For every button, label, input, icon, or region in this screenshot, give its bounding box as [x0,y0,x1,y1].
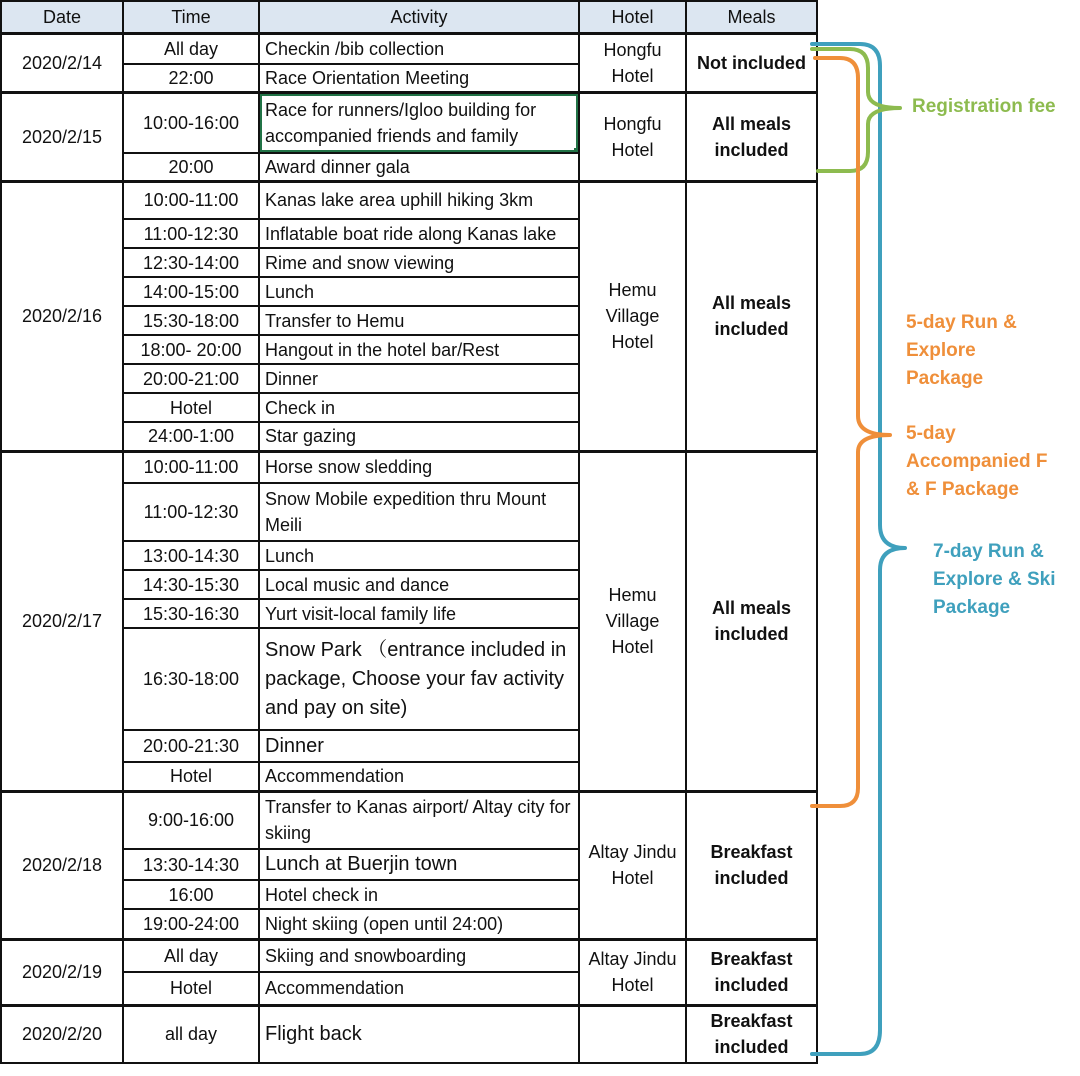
schedule-row [1,939,817,972]
meals-cell[interactable]: All meals included [686,181,817,451]
activity-cell[interactable]: Race for runners/Igloo building for accompanied friends and family [259,93,579,153]
itinerary-body [1,34,817,1064]
time-cell[interactable]: 13:30-14:30 [123,849,259,880]
five-day-bracket [812,58,890,806]
run-explore-package-label: 5-day Run & Explore Package [906,312,1017,389]
header-date[interactable]: Date [1,1,123,34]
meals-cell[interactable]: Breakfast included [686,1005,817,1063]
activity-cell[interactable]: Hotel check in [259,880,579,909]
time-cell[interactable]: 18:00- 20:00 [123,335,259,364]
schedule-row [1,93,817,153]
hotel-cell[interactable]: Hemu Village Hotel [579,181,686,451]
time-cell[interactable]: 9:00-16:00 [123,791,259,849]
activity-cell[interactable]: Local music and dance [259,570,579,599]
time-cell[interactable]: 10:00-11:00 [123,181,259,219]
date-cell[interactable]: 2020/2/15 [1,93,123,182]
time-cell[interactable]: Hotel [123,972,259,1005]
date-cell[interactable]: 2020/2/14 [1,34,123,93]
activity-cell[interactable]: Rime and snow viewing [259,248,579,277]
activity-cell[interactable]: Dinner [259,730,579,762]
seven-day-bracket [812,44,905,1054]
time-cell[interactable]: 16:30-18:00 [123,628,259,730]
meals-cell[interactable]: Not included [686,34,817,93]
date-cell[interactable]: 2020/2/18 [1,791,123,939]
time-cell[interactable]: 20:00 [123,153,259,182]
time-cell[interactable]: Hotel [123,393,259,422]
activity-cell[interactable]: Hangout in the hotel bar/Rest [259,335,579,364]
activity-cell[interactable]: Check in [259,393,579,422]
activity-cell[interactable]: Kanas lake area uphill hiking 3km [259,181,579,219]
time-cell[interactable]: 22:00 [123,64,259,93]
schedule-row [1,181,817,219]
time-cell[interactable]: 11:00-12:30 [123,219,259,248]
hotel-cell[interactable]: Hongfu Hotel [579,34,686,93]
activity-cell[interactable]: Transfer to Kanas airport/ Altay city for skiing [259,791,579,849]
hotel-cell[interactable]: Altay Jindu Hotel [579,939,686,1005]
schedule-row [1,451,817,483]
activity-cell[interactable]: Yurt visit-local family life [259,599,579,628]
schedule-row [1,791,817,849]
time-cell[interactable]: 10:00-11:00 [123,451,259,483]
date-cell[interactable]: 2020/2/20 [1,1005,123,1063]
meals-cell[interactable]: Breakfast included [686,791,817,939]
time-cell[interactable]: 20:00-21:30 [123,730,259,762]
time-cell[interactable]: all day [123,1005,259,1063]
activity-cell[interactable]: Checkin /bib collection [259,34,579,64]
meals-cell[interactable]: Breakfast included [686,939,817,1005]
time-cell[interactable]: All day [123,34,259,64]
hotel-cell[interactable]: Altay Jindu Hotel [579,791,686,939]
time-cell[interactable]: Hotel [123,762,259,791]
time-cell[interactable]: 13:00-14:30 [123,541,259,570]
time-cell[interactable]: 19:00-24:00 [123,909,259,939]
time-cell[interactable]: 15:30-18:00 [123,306,259,335]
schedule-row [1,1005,817,1063]
date-cell[interactable]: 2020/2/17 [1,451,123,791]
registration-bracket [812,49,900,171]
schedule-row [1,34,817,64]
hotel-cell[interactable] [579,1005,686,1063]
time-cell[interactable]: 16:00 [123,880,259,909]
date-cell[interactable]: 2020/2/16 [1,181,123,451]
activity-cell[interactable]: Night skiing (open until 24:00) [259,909,579,939]
time-cell[interactable]: 11:00-12:30 [123,483,259,541]
activity-cell[interactable]: Horse snow sledding [259,451,579,483]
time-cell[interactable]: 15:30-16:30 [123,599,259,628]
activity-cell[interactable]: Star gazing [259,422,579,451]
activity-cell[interactable]: Dinner [259,364,579,393]
time-cell[interactable]: All day [123,939,259,972]
time-cell[interactable]: 24:00-1:00 [123,422,259,451]
activity-cell[interactable]: Accommendation [259,762,579,791]
header-hotel[interactable]: Hotel [579,1,686,34]
meals-cell[interactable]: All meals included [686,93,817,182]
activity-cell[interactable]: Lunch [259,277,579,306]
activity-cell[interactable]: Lunch [259,541,579,570]
header-activity[interactable]: Activity [259,1,579,34]
header-time[interactable]: Time [123,1,259,34]
time-cell[interactable]: 20:00-21:00 [123,364,259,393]
meals-cell[interactable]: All meals included [686,451,817,791]
activity-cell[interactable]: Flight back [259,1005,579,1063]
header-row [1,1,817,34]
time-cell[interactable]: 10:00-16:00 [123,93,259,153]
activity-cell[interactable]: Snow Mobile expedition thru Mount Meili [259,483,579,541]
time-cell[interactable]: 14:00-15:00 [123,277,259,306]
time-cell[interactable]: 14:30-15:30 [123,570,259,599]
activity-cell[interactable]: Skiing and snowboarding [259,939,579,972]
date-cell[interactable]: 2020/2/19 [1,939,123,1005]
activity-cell[interactable]: Race Orientation Meeting [259,64,579,93]
activity-cell[interactable]: Lunch at Buerjin town [259,849,579,880]
hotel-cell[interactable]: Hongfu Hotel [579,93,686,182]
ski-package-label: 7-day Run & Explore & Ski Package [933,541,1056,618]
accompanied-package-label: 5-day Accompanied F & F Package [906,423,1048,500]
activity-cell[interactable]: Snow Park （entrance included in package, Choose your fav activity and pay on site) [259,628,579,730]
hotel-cell[interactable]: Hemu Village Hotel [579,451,686,791]
header-meals[interactable]: Meals [686,1,817,34]
activity-cell[interactable]: Accommendation [259,972,579,1005]
registration-fee-label: Registration fee [912,96,1056,117]
activity-cell[interactable]: Transfer to Hemu [259,306,579,335]
activity-cell[interactable]: Inflatable boat ride along Kanas lake [259,219,579,248]
activity-cell[interactable]: Award dinner gala [259,153,579,182]
time-cell[interactable]: 12:30-14:00 [123,248,259,277]
